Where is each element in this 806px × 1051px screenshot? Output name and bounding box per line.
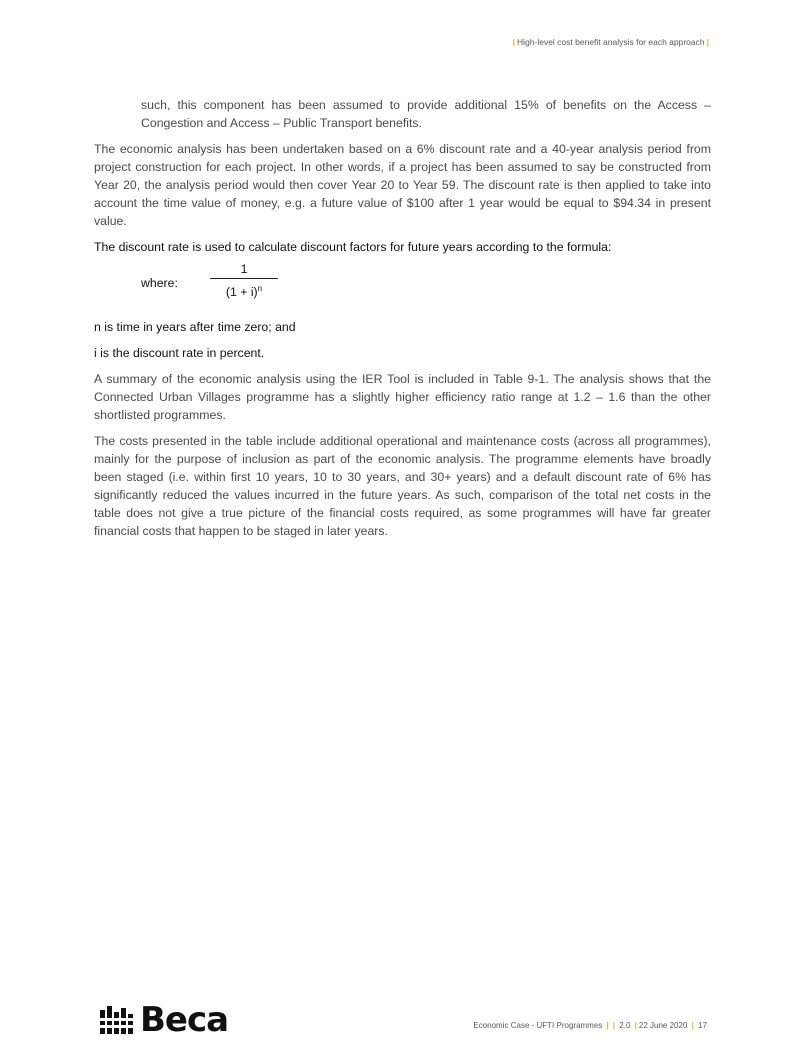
page-footer — [0, 1000, 806, 1040]
formula-numerator: 1 — [240, 262, 248, 276]
formula-denominator — [210, 281, 278, 300]
discount-formula — [94, 262, 711, 312]
footer-separator: | — [634, 1021, 637, 1030]
footer-date: 22 June 2020 — [638, 1021, 688, 1030]
header-accent-bar: | — [706, 37, 709, 47]
beca-logo — [100, 1000, 229, 1040]
formula-exponent: n — [257, 284, 263, 293]
formula-fraction-line — [210, 278, 278, 279]
paragraph-costs: The costs presented in the table include additional operational and maintenance costs (across all programmes), mainly for the purpose of inclusion as part of the economic analysis. The programme elements have broadly been staged (i.e. within first 10 years, 10 to 30 years, and 30+ years) and a default discount rate of 6% has significantly reduced the values incurred in the future years. As such, comparison of the total net costs in the table does not give a true picture of the financial costs required, as some programmes will have far greater financial costs that happen to be staged in later years. — [94, 434, 711, 538]
footer-separator: | — [612, 1021, 616, 1030]
footer-version: 2.0 — [619, 1021, 631, 1030]
footer-meta — [473, 1021, 707, 1030]
footer-page-number: 17 — [698, 1021, 707, 1030]
footer-separator: | — [606, 1021, 609, 1030]
beca-wordmark: Beca — [140, 1000, 229, 1040]
header-title: High-level cost benefit analysis for each approach — [517, 37, 705, 47]
paragraph-i-definition: i is the discount rate in percent. — [94, 346, 265, 360]
beca-logo-mark-icon — [100, 1006, 136, 1034]
footer-doc-title: Economic Case - UFTI Programmes — [473, 1021, 603, 1030]
formula-denominator-base: (1 + i) — [225, 285, 258, 299]
paragraph-n-definition: n is time in years after time zero; and — [94, 320, 296, 334]
paragraph-economic-analysis: The economic analysis has been undertaken based on a 6% discount rate and a 40-year analysis period from project construction for each project. In other words, if a project has been assumed to say be constructed from Year 20, the analysis period would then cover Year 20 to Year 59. The discount rate is then applied to take into account the time value of money, e.g. a future value of $100 after 1 year would be equal to $94.34 in present value. — [94, 142, 711, 228]
paragraph-discount-rate: The discount rate is used to calculate discount factors for future years according to the formula: — [94, 240, 612, 254]
paragraph-summary: A summary of the economic analysis using the IER Tool is included in Table 9-1. The analysis shows that the Connected Urban Villages programme has a slightly higher efficiency ratio range at 1.2 – 1.6 than the other shortlisted programmes. — [94, 372, 711, 422]
paragraph-continuation: such, this component has been assumed to provide additional 15% of benefits on the Access – Congestion and Access – Public Transport benefits. — [141, 98, 711, 130]
page-header — [511, 37, 711, 47]
header-accent-bar: | — [512, 37, 516, 47]
formula-where-label: where: — [141, 276, 178, 290]
footer-separator: | — [691, 1021, 694, 1030]
formula-fraction — [210, 262, 278, 300]
main-content — [94, 96, 711, 548]
